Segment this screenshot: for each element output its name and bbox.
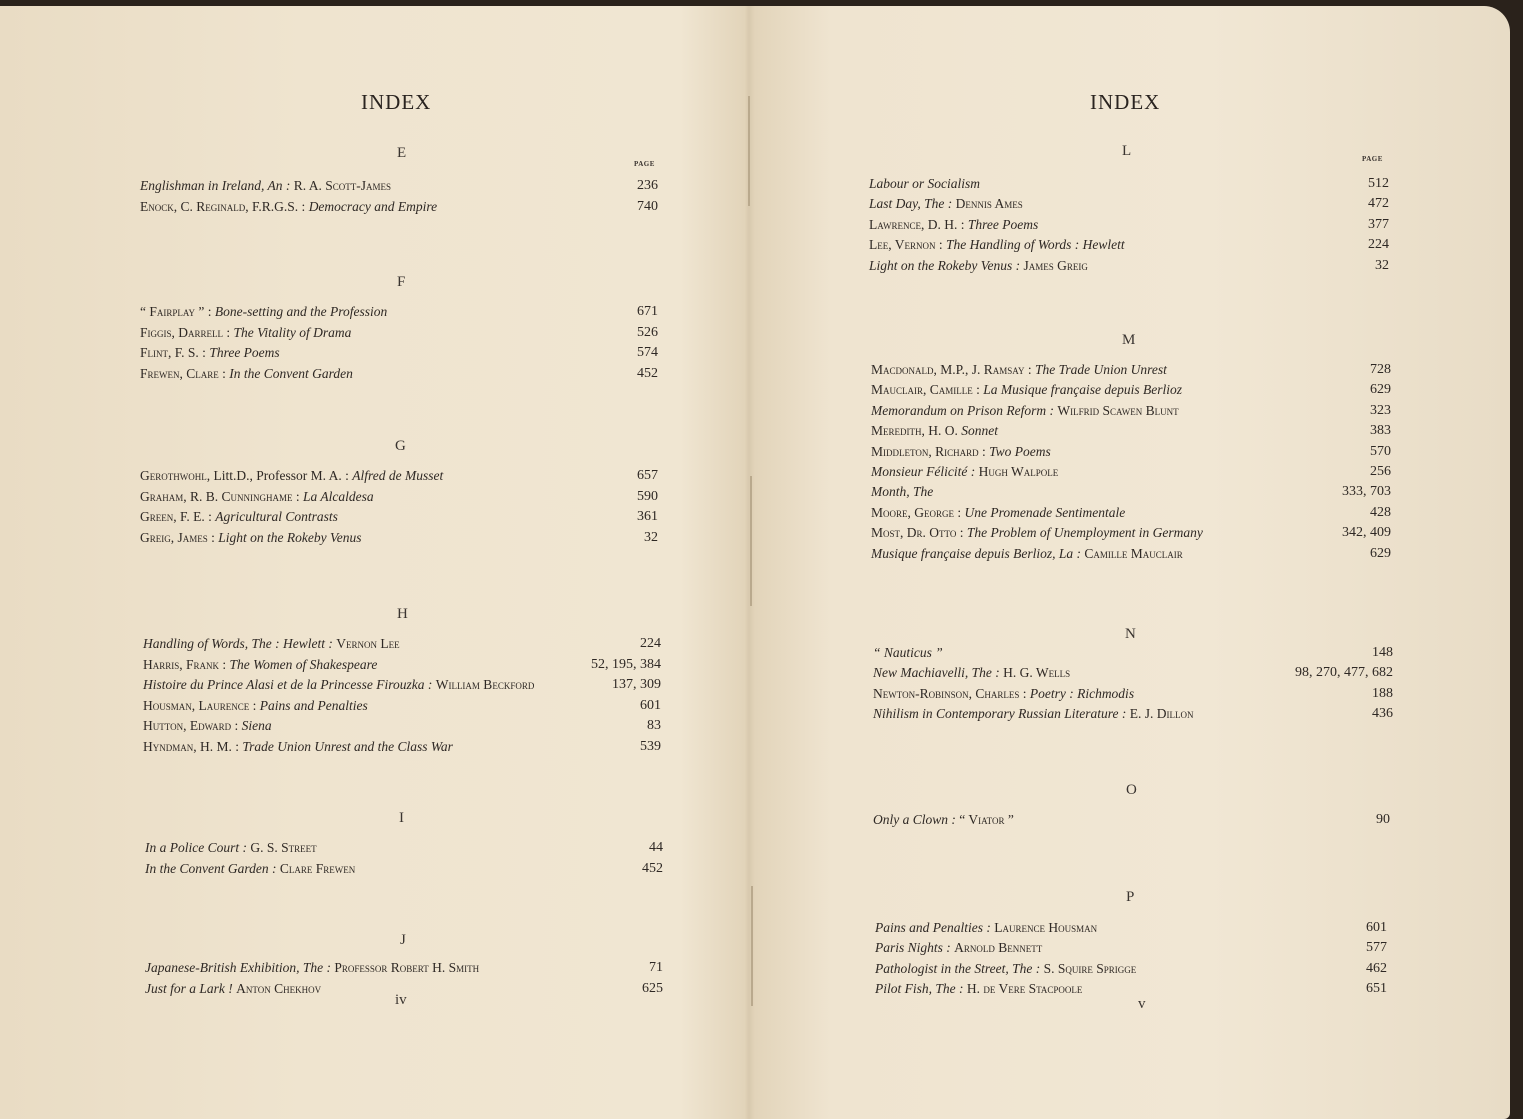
entry-text xyxy=(871,421,998,441)
index-entry xyxy=(875,979,1387,999)
entry-name-part: Hugh Walpole xyxy=(978,464,1059,479)
entry-page-number: 224 xyxy=(640,636,661,651)
entry-page-number: 323 xyxy=(1370,402,1391,418)
entry-name-part: S. Squire Sprigge xyxy=(1043,960,1137,976)
entry-text xyxy=(143,675,534,695)
index-entry xyxy=(871,462,1391,482)
section-letter-j: J xyxy=(400,932,406,948)
entry-page-number: 657 xyxy=(637,468,658,483)
entry-title-part: Trade Union Unrest and the Class War xyxy=(242,739,453,754)
entry-page-number: 383 xyxy=(1370,423,1391,439)
index-entry xyxy=(145,859,663,879)
entry-page-number: 452 xyxy=(642,860,663,876)
index-entry xyxy=(871,442,1391,462)
entry-title-part: Three Poems xyxy=(967,216,1039,232)
entry-title-part: Alfred de Musset xyxy=(352,468,444,483)
entry-name-part: Newton-Robinson, Charles : xyxy=(873,685,1030,701)
entry-title-part: Une Promenade Sentimentale xyxy=(964,504,1126,520)
page-column-header: PAGE xyxy=(1362,155,1383,163)
index-entry xyxy=(140,176,658,196)
entry-text xyxy=(871,523,1203,543)
entry-text xyxy=(873,684,1134,704)
index-entry xyxy=(143,634,661,654)
entry-title-part: The Vitality of Drama xyxy=(233,324,352,340)
entry-name-part: Meredith, H. O. xyxy=(871,423,962,439)
entry-name-part: Anton Chekhov xyxy=(236,980,322,996)
entry-text xyxy=(145,859,355,879)
entry-name-part: Flint, F. S. : xyxy=(140,345,210,361)
entry-text xyxy=(145,838,317,858)
entry-name-part: Frewen, Clare : xyxy=(140,365,230,381)
entry-name-part: Clare Frewen xyxy=(279,860,356,876)
entry-title-part: Light on the Rokeby Venus xyxy=(218,529,362,545)
index-entry xyxy=(140,323,658,343)
index-entry xyxy=(873,704,1393,724)
index-entry xyxy=(140,466,658,486)
entry-text xyxy=(140,197,437,217)
index-entry xyxy=(871,380,1391,400)
index-entry xyxy=(871,421,1391,441)
entry-page-number: 52, 195, 384 xyxy=(591,656,661,672)
entry-title-part: New Machiavelli, The : xyxy=(873,665,1004,681)
entry-page-number: 256 xyxy=(1370,464,1391,479)
entry-title-part: Nihilism in Contemporary Russian Literature : xyxy=(873,706,1130,722)
entry-name-part: E. J. Dillon xyxy=(1129,706,1194,722)
index-entry xyxy=(869,235,1389,255)
entry-title-part: Agricultural Contrasts xyxy=(215,509,338,525)
book-spread xyxy=(0,6,1510,1119)
entry-page-number: 188 xyxy=(1372,685,1393,701)
entry-title-part: Memorandum on Prison Reform : xyxy=(871,402,1058,418)
index-entry xyxy=(871,360,1391,380)
entry-text xyxy=(873,704,1194,724)
entry-page-number: 44 xyxy=(649,840,663,855)
entry-text xyxy=(875,918,1097,938)
entry-name-part: Graham, R. B. Cunninghame : xyxy=(140,488,304,504)
entry-text xyxy=(869,256,1088,276)
entry-page-number: 462 xyxy=(1366,960,1387,976)
index-entry xyxy=(873,643,1393,663)
entry-name-part: James Greig xyxy=(1023,257,1088,273)
index-entry xyxy=(143,655,661,675)
entry-text xyxy=(140,323,351,343)
entry-page-number: 601 xyxy=(1366,920,1387,935)
page-folio: iv xyxy=(395,992,407,1008)
entry-name-part: Hyndman, H. M. : xyxy=(143,739,243,754)
section-letter-n: N xyxy=(1125,626,1136,642)
entry-page-number: 342, 409 xyxy=(1342,525,1391,541)
entry-page-number: 539 xyxy=(640,739,661,754)
section-letter-o: O xyxy=(1126,782,1137,798)
entry-page-number: 651 xyxy=(1366,981,1387,997)
entry-page-number: 428 xyxy=(1370,504,1391,520)
entry-title-part: Monsieur Félicité : xyxy=(871,464,979,479)
entry-text xyxy=(145,979,321,999)
entry-title-part: Bone-setting and the Profession xyxy=(214,304,388,319)
entry-title-part: “ Nauticus ” xyxy=(873,645,943,660)
index-entry xyxy=(140,197,658,217)
entry-title-part: Only a Clown : xyxy=(873,812,960,827)
page-title: INDEX xyxy=(361,90,432,114)
left-page xyxy=(0,6,748,1119)
entry-title-part: The Problem of Unemployment in Germany xyxy=(966,525,1203,541)
entry-page-number: 436 xyxy=(1372,706,1393,722)
section-letter-e: E xyxy=(397,145,407,161)
entry-title-part: La Musique française depuis Berlioz xyxy=(983,382,1182,398)
index-entry xyxy=(871,503,1391,523)
index-entry xyxy=(875,918,1387,938)
entry-title-part: In a Police Court : xyxy=(145,840,251,855)
page-column-header: PAGE xyxy=(634,160,655,168)
index-entry xyxy=(869,256,1389,276)
index-entry xyxy=(145,958,663,978)
entry-page-number: 452 xyxy=(637,365,658,381)
index-entry xyxy=(143,716,661,736)
index-entry xyxy=(140,528,658,548)
entry-name-part: Enock, C. Reginald, F.R.G.S. : xyxy=(140,198,309,214)
index-entry xyxy=(140,343,658,363)
entry-title-part: Handling of Words, The : Hewlett : xyxy=(143,636,337,651)
entry-text xyxy=(871,544,1183,564)
index-entry xyxy=(875,938,1387,958)
entry-text xyxy=(873,643,943,663)
section-letter-g: G xyxy=(395,438,406,454)
entry-name-part: Hutton, Edward : xyxy=(143,718,242,734)
entry-title-part: Pains and Penalties xyxy=(259,697,368,713)
entry-page-number: 90 xyxy=(1376,812,1390,827)
entry-page-number: 512 xyxy=(1368,176,1389,191)
section-letter-h: H xyxy=(397,606,408,622)
entry-text xyxy=(143,696,368,716)
entry-title-part: Just for a Lark ! xyxy=(145,980,237,996)
entry-title-part: Sonnet xyxy=(961,423,998,439)
entry-text xyxy=(140,176,391,196)
entry-text xyxy=(140,302,387,322)
entry-text xyxy=(873,810,1014,830)
entry-name-part: Most, Dr. Otto : xyxy=(871,525,967,541)
entry-text xyxy=(143,737,453,757)
entry-page-number: 236 xyxy=(637,178,658,193)
entry-page-number: 629 xyxy=(1370,382,1391,398)
entry-page-number: 625 xyxy=(642,980,663,996)
entry-title-part: Musique française depuis Berlioz, La : xyxy=(871,545,1085,561)
entry-name-part: Moore, George : xyxy=(871,504,965,520)
entry-title-part: Last Day, The : xyxy=(869,196,956,212)
entry-page-number: 740 xyxy=(637,198,658,214)
entry-name-part: Professor Robert H. Smith xyxy=(334,960,480,975)
entry-title-part: Month, The xyxy=(871,484,934,500)
entry-page-number: 574 xyxy=(637,345,658,361)
entry-name-part: Greig, James : xyxy=(140,529,219,545)
entry-name-part: Lee, Vernon : xyxy=(869,237,946,253)
entry-name-part: Laurence Housman xyxy=(994,920,1098,935)
entry-title-part: Light on the Rokeby Venus : xyxy=(869,257,1024,273)
entry-name-part: Litt.D., Professor M. A. : xyxy=(213,468,353,483)
entry-title-part: Pains and Penalties : xyxy=(875,920,995,935)
entry-text xyxy=(143,716,272,736)
entry-title-part: La Alcaldesa xyxy=(303,488,374,504)
entry-title-part: The Trade Union Unrest xyxy=(1034,362,1167,377)
entry-text xyxy=(875,979,1082,999)
entry-text xyxy=(869,235,1125,255)
entry-page-number: 472 xyxy=(1368,196,1389,212)
entry-title-part: Japanese-British Exhibition, The : xyxy=(145,960,335,975)
entry-text xyxy=(140,528,362,548)
entry-text xyxy=(871,380,1182,400)
entry-title-part: Histoire du Prince Alasi et de la Princesse Firouzka : xyxy=(143,677,436,693)
index-entry xyxy=(869,194,1389,214)
index-entry xyxy=(871,523,1391,543)
entry-text xyxy=(145,958,479,978)
entry-name-part: Vernon Lee xyxy=(336,636,400,651)
entry-title-part: Poetry : Richmodis xyxy=(1029,685,1135,701)
index-entry xyxy=(143,737,661,757)
index-entry xyxy=(871,482,1391,502)
entry-name-part: Mauclair, Camille : xyxy=(871,382,984,398)
entry-name-part: “ Fairplay ” : xyxy=(140,304,215,319)
entry-title-part: Siena xyxy=(241,718,272,734)
entry-title-part: Paris Nights : xyxy=(875,940,955,956)
index-entry xyxy=(875,959,1387,979)
entry-name-part: Figgis, Darrell : xyxy=(140,324,234,340)
entry-title-part: In the Convent Garden xyxy=(229,365,353,381)
entry-title-part: The Women of Shakespeare xyxy=(229,656,378,672)
section-letter-l: L xyxy=(1122,143,1132,159)
entry-page-number: 71 xyxy=(649,960,663,975)
index-entry xyxy=(143,675,661,695)
entry-name-part: Middleton, Richard : xyxy=(871,443,990,459)
entry-text xyxy=(140,364,353,384)
entry-name-part: H. G. Wells xyxy=(1003,665,1071,681)
entry-page-number: 671 xyxy=(637,304,658,319)
entry-page-number: 333, 703 xyxy=(1342,484,1391,500)
entry-page-number: 526 xyxy=(637,324,658,340)
entry-text xyxy=(869,215,1038,235)
entry-text xyxy=(140,343,280,363)
index-entry xyxy=(871,544,1391,564)
entry-name-part: Camille Mauclair xyxy=(1084,545,1183,561)
index-entry xyxy=(140,302,658,322)
section-letter-p: P xyxy=(1126,889,1135,905)
binding-stitch xyxy=(748,96,750,206)
entry-page-number: 601 xyxy=(640,697,661,713)
entry-text xyxy=(873,663,1070,683)
entry-text xyxy=(871,442,1051,462)
entry-page-number: 570 xyxy=(1370,443,1391,459)
entry-title-part: Democracy and Empire xyxy=(308,198,438,214)
entry-page-number: 377 xyxy=(1368,216,1389,232)
entry-text xyxy=(869,174,980,194)
entry-page-number: 32 xyxy=(644,529,658,545)
entry-title-part: Pilot Fish, The : xyxy=(875,981,967,997)
entry-title-part: Labour or Socialism xyxy=(869,176,981,191)
entry-text xyxy=(871,482,933,502)
entry-page-number: 83 xyxy=(647,718,661,734)
entry-text xyxy=(140,466,443,486)
page-title: INDEX xyxy=(1090,90,1161,114)
entry-page-number: 629 xyxy=(1370,545,1391,561)
entry-title-part: Three Poems xyxy=(209,345,280,361)
entry-page-number: 148 xyxy=(1372,645,1393,660)
entry-name-part: Harris, Frank : xyxy=(143,656,230,672)
entry-text xyxy=(143,655,377,675)
entry-text xyxy=(871,503,1125,523)
entry-title-part: In the Convent Garden : xyxy=(145,860,280,876)
index-entry xyxy=(869,174,1389,194)
entry-page-number: 137, 309 xyxy=(612,677,661,693)
index-entry xyxy=(873,810,1390,830)
index-entry xyxy=(140,364,658,384)
entry-text xyxy=(871,401,1179,421)
entry-page-number: 728 xyxy=(1370,362,1391,377)
entry-name-part: Gerothwohl, xyxy=(140,468,214,483)
index-entry xyxy=(869,215,1389,235)
entry-name-part: Macdonald, M.P., J. Ramsay : xyxy=(871,362,1035,377)
entry-page-number: 361 xyxy=(637,509,658,525)
entry-name-part: Housman, Laurence : xyxy=(143,697,260,713)
entry-name-part: G. S. Street xyxy=(250,840,317,855)
entry-name-part: “ Viator ” xyxy=(959,812,1014,827)
right-page xyxy=(752,6,1510,1119)
entry-text xyxy=(140,487,374,507)
entry-page-number: 98, 270, 477, 682 xyxy=(1295,665,1393,681)
entry-name-part: Green, F. E. : xyxy=(140,509,216,525)
index-entry xyxy=(143,696,661,716)
index-entry xyxy=(140,507,658,527)
entry-text xyxy=(871,360,1167,380)
entry-title-part: Two Poems xyxy=(989,443,1051,459)
entry-name-part: R. A. Scott-James xyxy=(293,178,392,193)
entry-name-part: Wilfrid Scawen Blunt xyxy=(1057,402,1179,418)
entry-name-part: Lawrence, D. H. : xyxy=(869,216,968,232)
entry-page-number: 32 xyxy=(1375,257,1389,273)
entry-name-part: William Beckford xyxy=(435,677,535,693)
entry-page-number: 224 xyxy=(1368,237,1389,253)
entry-text xyxy=(875,959,1136,979)
index-entry xyxy=(871,401,1391,421)
entry-name-part: H. de Vere Stacpoole xyxy=(966,981,1083,997)
entry-page-number: 577 xyxy=(1366,940,1387,956)
entry-text xyxy=(869,194,1023,214)
section-letter-f: F xyxy=(397,274,406,290)
index-entry xyxy=(140,487,658,507)
entry-text xyxy=(875,938,1042,958)
section-letter-m: M xyxy=(1122,332,1136,348)
entry-text xyxy=(140,507,338,527)
page-folio: v xyxy=(1138,996,1146,1012)
index-entry xyxy=(145,838,663,858)
entry-title-part: The Handling of Words : Hewlett xyxy=(946,237,1125,253)
entry-text xyxy=(871,462,1058,482)
index-entry xyxy=(873,663,1393,683)
entry-title-part: Englishman in Ireland, An : xyxy=(140,178,294,193)
entry-name-part: Arnold Bennett xyxy=(954,940,1043,956)
entry-text xyxy=(143,634,400,654)
index-entry xyxy=(873,684,1393,704)
entry-title-part: Pathologist in the Street, The : xyxy=(875,960,1044,976)
entry-page-number: 590 xyxy=(637,488,658,504)
section-letter-i: I xyxy=(399,810,404,826)
entry-name-part: Dennis Ames xyxy=(955,196,1023,212)
